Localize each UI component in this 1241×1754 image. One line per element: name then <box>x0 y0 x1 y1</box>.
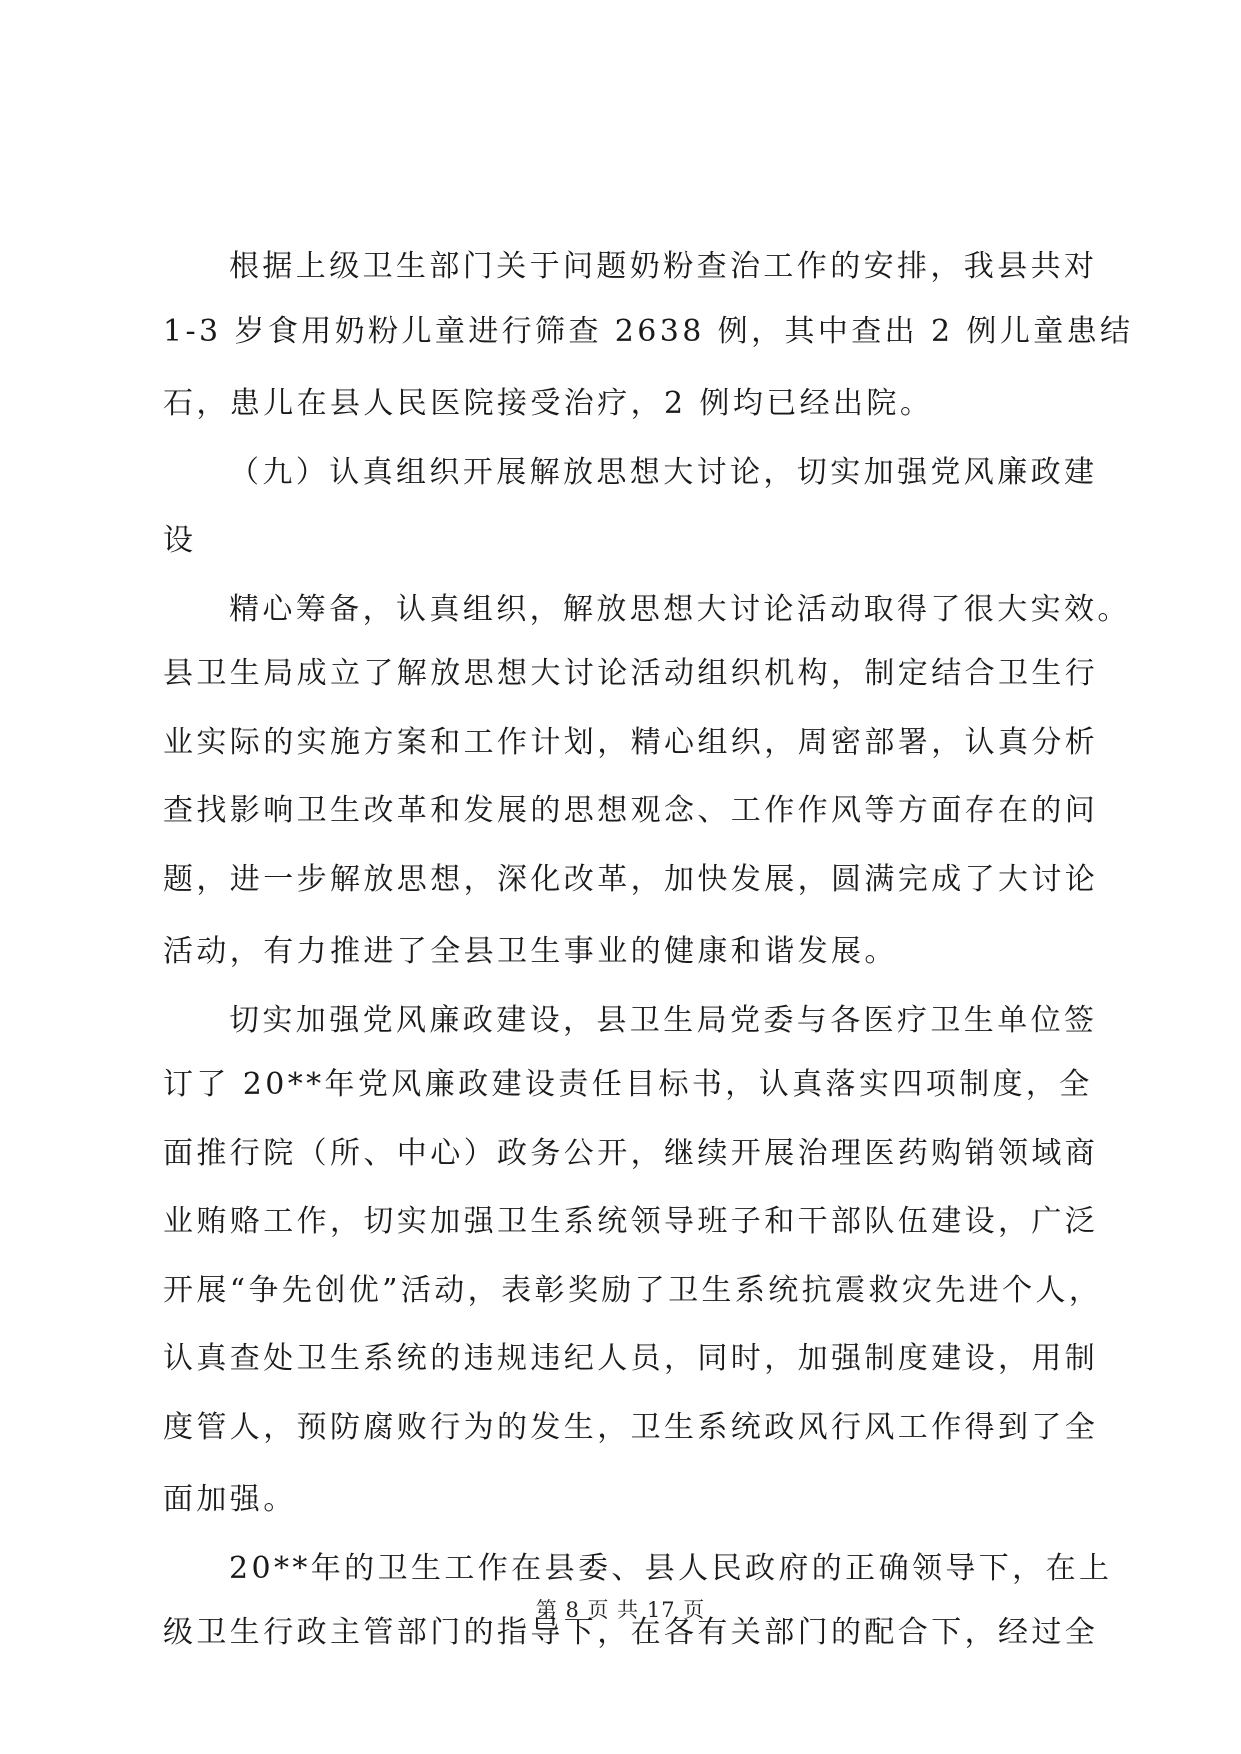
section-heading-cont: 设 <box>163 523 197 559</box>
page-footer: 第 8 页 共 17 页 <box>535 1598 706 1622</box>
text-line: 活动，有力推进了全县卫生事业的健康和谐发展。 <box>163 934 898 970</box>
text-line: 业实际的实施方案和工作计划，精心组织，周密部署，认真分析 <box>163 724 1099 760</box>
text-line: 题，进一步解放思想，深化改革，加快发展，圆满完成了大讨论 <box>163 861 1099 897</box>
text-line: 开展“争先创优”活动，表彰奖励了卫生系统抗震救灾先进个人， <box>163 1272 1103 1308</box>
text-line: 精心筹备，认真组织，解放思想大讨论活动取得了很大实效。 <box>229 591 1131 627</box>
text-line: 石，患儿在县人民医院接受治疗，2 例均已经出院。 <box>163 386 934 422</box>
text-line: 1-3 岁食用奶粉儿童进行筛查 2638 例，其中查出 2 例儿童患结 <box>163 313 1134 349</box>
text-line: 面推行院（所、中心）政务公开，继续开展治理医药购销领域商 <box>163 1135 1099 1171</box>
text-line: 业贿赂工作，切实加强卫生系统领导班子和干部队伍建设，广泛 <box>163 1204 1099 1239</box>
section-heading: （九）认真组织开展解放思想大讨论，切实加强党风廉政建 <box>229 454 1098 490</box>
text-line: 20**年的卫生工作在县委、县人民政府的正确领导下，在上 <box>229 1550 1113 1586</box>
text-line: 面加强。 <box>163 1482 297 1518</box>
text-line: 根据上级卫生部门关于问题奶粉查治工作的安排，我县共对 <box>229 249 1098 285</box>
document-body <box>163 229 1134 1668</box>
text-line: 切实加强党风廉政建设，县卫生局党委与各医疗卫生单位签 <box>229 1002 1098 1038</box>
text-line: 县卫生局成立了解放思想大讨论活动组织机构，制定结合卫生行 <box>163 656 1099 691</box>
text-line: 查找影响卫生改革和发展的思想观念、工作作风等方面存在的问 <box>163 793 1099 828</box>
text-line: 级卫生行政主管部门的指导下，在各有关部门的配合下，经过全 <box>163 1615 1099 1650</box>
text-line: 认真查处卫生系统的违规违纪人员，同时，加强制度建设，用制 <box>163 1341 1099 1376</box>
text-line: 度管人，预防腐败行为的发生，卫生系统政风行风工作得到了全 <box>163 1409 1099 1445</box>
text-line: 订了 20**年党风廉政建设责任目标书，认真落实四项制度，全 <box>163 1067 1093 1102</box>
